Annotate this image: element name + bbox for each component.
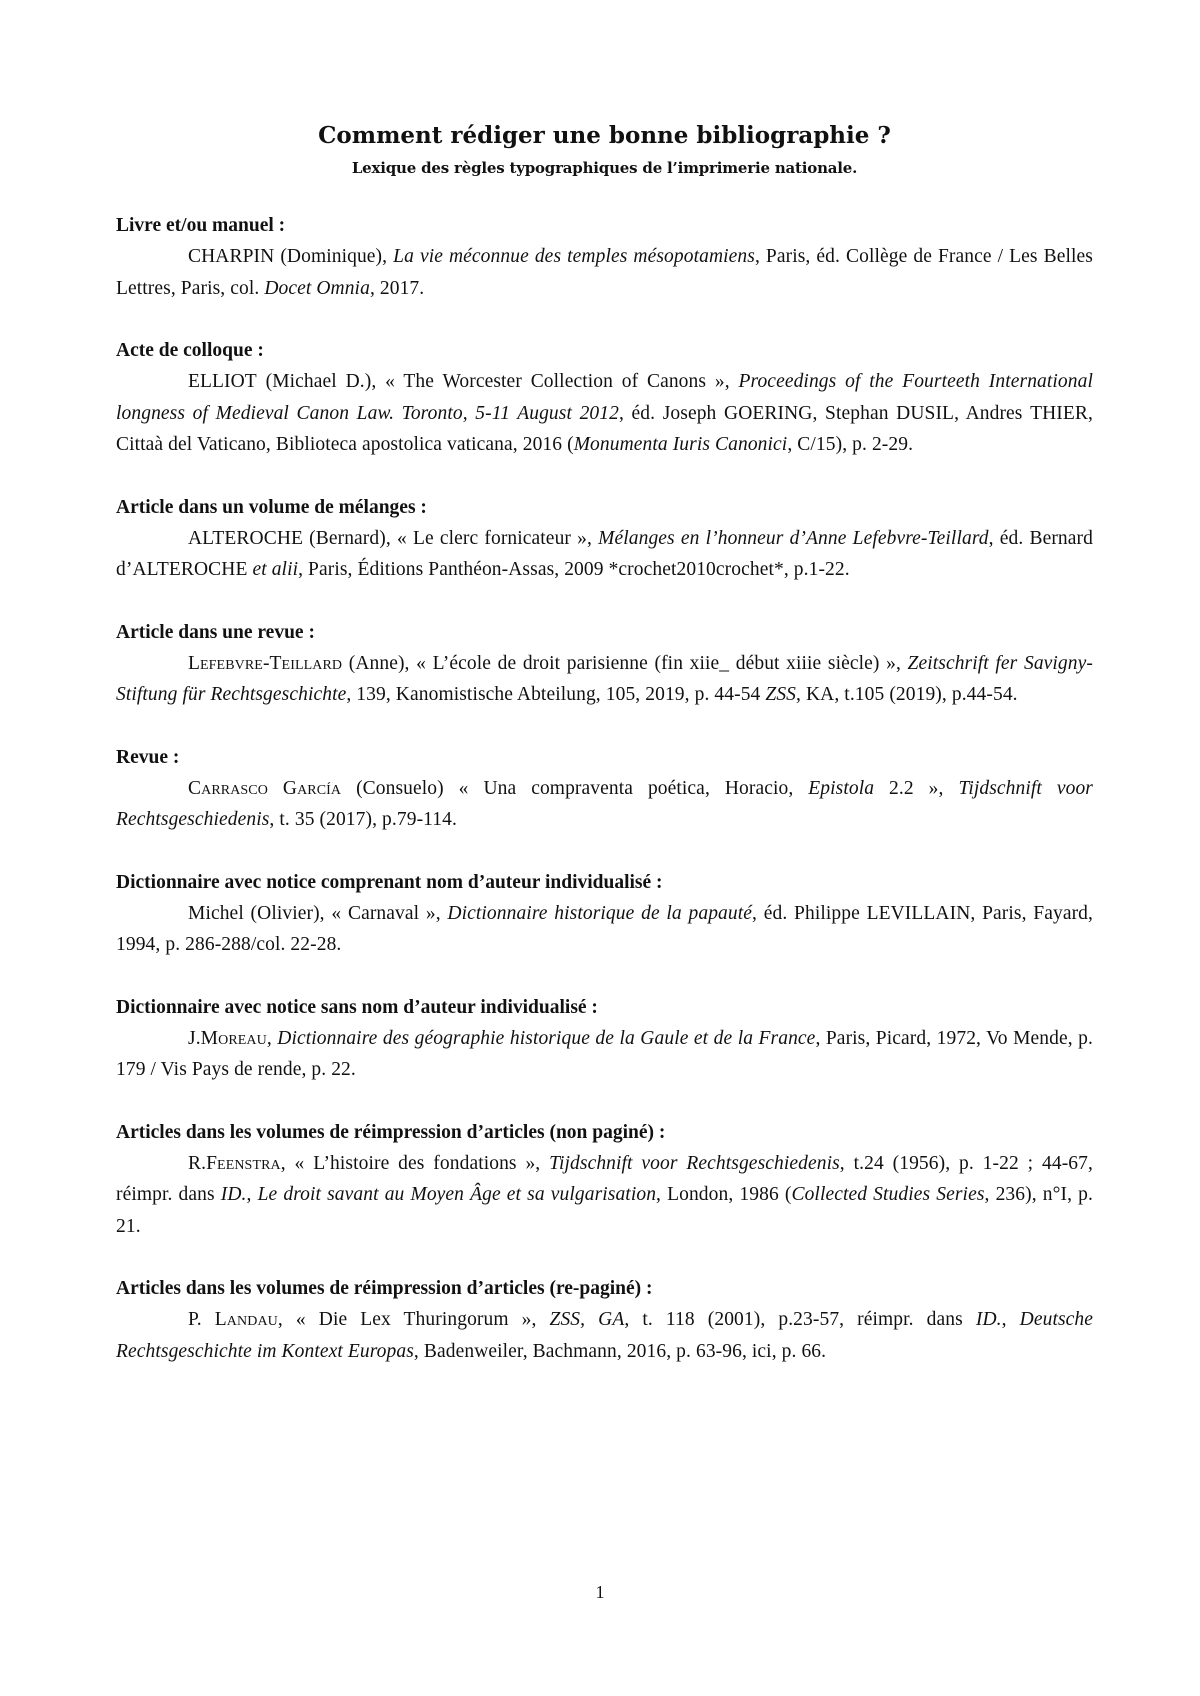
author-name: DUSIL (896, 402, 955, 424)
entry-text: J. (188, 1027, 201, 1049)
author-name: ELLIOT (188, 371, 257, 392)
entry-text: , (246, 1184, 258, 1205)
bibliography-entry (116, 898, 1093, 961)
entry-text: , Paris, éd. Collège de France / Les Belles Lettres, Paris, col. (116, 246, 1093, 299)
italic-text: ID. (975, 1309, 1002, 1330)
page-subtitle: Lexique des règles typographiques de l’imprimerie nationale. (351, 159, 858, 177)
entry-text: , C/15), p. 2-29. (787, 434, 914, 455)
bibliography-entry (116, 366, 1093, 461)
author-name: THIER (1030, 402, 1088, 424)
entry-text: (Bernard), « Le clerc fornicateur », (303, 527, 599, 549)
section-heading: Acte de colloque : (116, 340, 264, 361)
author-name: ALTEROCHE (188, 527, 304, 549)
section-heading: Livre et/ou manuel : (116, 215, 286, 236)
bibliography-entry (116, 523, 1093, 586)
italic-text: Monumenta Iuris Canonici (573, 434, 788, 455)
italic-text: Proceedings of the Fourteeth International longness of Medieval Canon Law. Toronto, 5-11 August 2012 (116, 371, 1093, 424)
author-name: Moreau (200, 1027, 267, 1049)
section-heading: Article dans un volume de mélanges : (116, 496, 427, 518)
author-name: ALTEROCHE (132, 559, 248, 580)
entry-text: , éd. Bernard d’ (116, 527, 1093, 580)
section-heading: Dictionnaire avec notice comprenant nom d’auteur individualisé : (116, 871, 663, 893)
entry-text: , Paris, Picard, 1972, Vo Mende, p. 179 / Vis Pays de rende, p. 22. (116, 1027, 1093, 1080)
author-name: GOERING (724, 402, 813, 424)
entry-text: , 2017. (369, 277, 425, 299)
section-heading: Dictionnaire avec notice sans nom d’auteur individualisé : (116, 996, 598, 1018)
entry-text: , Badenweiler, Bachmann, 2016, p. 63-96, ici, p. 66. (413, 1340, 827, 1362)
entry-text: , 236), n°I, p. 21. (116, 1184, 1093, 1237)
bibliography-section (116, 867, 1093, 961)
bibliography-section (116, 742, 1093, 836)
bibliography-entry (116, 241, 1093, 304)
bibliography-section (116, 1117, 1093, 1243)
italic-text: Mélanges en l’honneur d’Anne Lefebvre-Teillard (598, 527, 989, 549)
bibliography-entry (116, 1304, 1093, 1367)
italic-text: Tijdschnift voor Rechtsgeschiedenis (116, 777, 1093, 830)
entry-text: , t. 118 (2001), p.23-57, réimpr. dans (624, 1309, 976, 1330)
italic-text: Zeitschrift fer Savigny-Stiftung für Rechtsgeschichte (116, 652, 1093, 705)
italic-text: Tijdschnift voor Rechtsgeschiedenis (549, 1152, 840, 1174)
entry-text: (Dominique), (274, 246, 394, 267)
italic-text: Docet Omnia (264, 277, 370, 299)
section-heading: Article dans une revue : (116, 621, 315, 643)
entry-text: (Michael D.), « The Worcester Collection of Canons », (256, 371, 739, 392)
italic-text: ZSS, GA (549, 1309, 625, 1330)
entry-text: , Stephan (812, 402, 897, 424)
italic-text: ZSS (765, 684, 797, 705)
bibliography-section (116, 335, 1093, 461)
bibliography-entry (116, 1023, 1093, 1086)
entry-text: , 139, Kanomistische Abteilung, 105, 2019, p. 44-54 (346, 684, 766, 705)
entry-text: , t. 35 (2017), p.79-114. (269, 809, 457, 830)
entry-text: , Cittaà del Vaticano, Biblioteca apostolica vaticana, 2016 ( (116, 402, 1093, 455)
bibliography-section (116, 210, 1093, 304)
entry-text: , (1001, 1309, 1020, 1330)
entry-text: , Paris, Fayard, 1994, p. 286-288/col. 22-28. (116, 902, 1094, 955)
entry-text: , Paris, Éditions Panthéon-Assas, 2009 *crochet2010crochet*, p.1-22. (298, 559, 850, 580)
italic-text: Epistola (808, 777, 875, 799)
author-name: Landau (214, 1309, 278, 1330)
entry-text: Michel (Olivier), « Carnaval », (188, 902, 448, 924)
italic-text: Deutsche Rechtsgeschichte im Kontext Europas (116, 1309, 1094, 1362)
section-heading: Revue : (116, 746, 180, 768)
entry-text: (Anne), « L’école de droit parisienne (fin xiie_ début xiiie siècle) », (342, 652, 908, 674)
author-name: CHARPIN (188, 246, 275, 267)
entry-text: , (266, 1027, 278, 1049)
italic-text: La vie méconnue des temples mésopotamiens (393, 246, 755, 267)
page-title: Comment rédiger une bonne bibliographie ? (318, 122, 891, 149)
bibliography-entry (116, 648, 1093, 711)
bibliography-sections (116, 210, 1093, 1367)
entry-text: P. (188, 1309, 215, 1330)
entry-text: , t.24 (1956), p. 1-22 ; 44-67, réimpr. dans (116, 1152, 1093, 1205)
bibliography-section (116, 492, 1093, 586)
bibliography-section (116, 617, 1093, 711)
italic-text: et alii (252, 559, 299, 580)
entry-text: , « L’histoire des fondations », (280, 1152, 550, 1174)
document-page (116, 120, 1093, 1367)
entry-text: , KA, t.105 (2019), p.44-54. (796, 684, 1018, 705)
bibliography-entry (116, 773, 1093, 836)
page-number: 1 (595, 1582, 605, 1602)
entry-text: , éd. Philippe (752, 902, 867, 924)
entry-text: 2.2 », (874, 777, 959, 799)
bibliography-section (116, 992, 1093, 1086)
italic-text: Dictionnaire des géographie historique de la Gaule et de la France (277, 1027, 816, 1049)
italic-text: Le droit savant au Moyen Âge et sa vulgarisation (257, 1184, 657, 1205)
entry-text: , London, 1986 ( (656, 1184, 792, 1205)
author-name: Lefebvre-Teillard (188, 652, 343, 674)
author-name: Feenstra (206, 1152, 281, 1174)
entry-text: , Andres (954, 402, 1031, 424)
bibliography-entry (116, 1148, 1093, 1243)
author-name: LEVILLAIN (866, 902, 971, 924)
italic-text: ID. (220, 1184, 247, 1205)
entry-text: (Consuelo) « Una compraventa poética, Horacio, (341, 777, 809, 799)
entry-text: R. (188, 1152, 207, 1174)
author-name: Carrasco García (188, 777, 342, 799)
italic-text: Collected Studies Series (791, 1184, 985, 1205)
entry-text: , « Die Lex Thuringorum », (277, 1309, 550, 1330)
italic-text: Dictionnaire historique de la papauté (447, 902, 753, 924)
section-heading: Articles dans les volumes de réimpression d’articles (re-paginé) : (116, 1278, 653, 1299)
entry-text: , éd. Joseph (618, 402, 725, 424)
section-heading: Articles dans les volumes de réimpression d’articles (non paginé) : (116, 1121, 666, 1143)
bibliography-section (116, 1273, 1093, 1367)
